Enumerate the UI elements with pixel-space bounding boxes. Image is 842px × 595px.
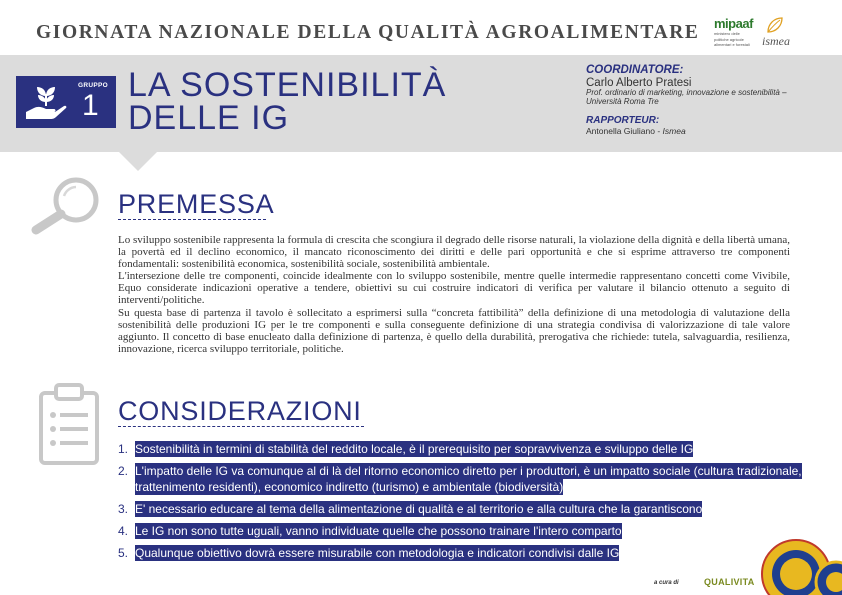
event-title: GIORNATA NAZIONALE DELLA QUALITÀ AGROALIMENTARE	[36, 22, 700, 43]
group-label: GRUPPO	[78, 82, 108, 89]
page-title-line-1: LA SOSTENIBILITÀ	[128, 66, 447, 104]
group-number: 1	[82, 89, 99, 122]
group-badge	[16, 76, 116, 128]
list-item	[118, 523, 818, 539]
considerazioni-title: CONSIDERAZIONI	[118, 396, 362, 426]
premessa-underline	[118, 219, 266, 220]
list-item	[118, 441, 818, 457]
premessa-paragraph-3: Su questa base di partenza il tavolo è sollecitato a esprimersi sulla “concreta fattibilità” della definizione di una metodologia di valutazione della sostenibilità delle produzioni IG per le tre componenti e sulla conseguente definizione di una strategia condivisa di valorizzazione di tale valore aggiunto. Il concetto di base enucleato dalla definizione di partenza, è quello della durabilità, prerogativa che richiede: tutela, salvaguardia, resilienza, innovazione, ricerca sviluppo territoriale, politiche.	[118, 306, 790, 355]
ismea-leaf-icon	[764, 16, 786, 34]
hand-plant-icon	[24, 82, 68, 122]
mipaaf-logo-subline-1: ministero delle	[714, 31, 740, 36]
premessa-title: PREMESSA	[118, 189, 275, 219]
coordinator-role-line-2: Università Roma Tre	[586, 96, 659, 106]
dop-igp-seal-icon	[752, 512, 842, 595]
list-item-number: 3.	[118, 502, 129, 516]
rapporteur-name	[586, 126, 836, 136]
page-title-line-2: DELLE IG	[128, 99, 290, 137]
list-item-text: Sostenibilità in termini di stabilità del reddito locale, è il prerequisito per sopravvivenza e sviluppo delle IG	[135, 442, 694, 456]
premessa-paragraph-2: L'intersezione delle tre componenti, coincide idealmente con lo sviluppo sostenibile, mentre quelle intermedie rappresentano concetti come Vivibile, Equo considerate indicazioni operative a tendere, obiettivi su cui costruire indicatori di verifica per valutare il bilancio ottenuto a seguito di interventi/politiche.	[118, 270, 790, 307]
magnifier-icon	[26, 174, 108, 236]
list-item	[118, 463, 818, 495]
list-item-text: E' necessario educare al tema della alimentazione di qualità e al territorio e alla cultura che la garantiscono	[135, 502, 703, 516]
coordinator-name: Carlo Alberto Pratesi	[586, 77, 692, 89]
list-item-number: 5.	[118, 546, 129, 560]
premessa-body	[118, 234, 790, 355]
rapporteur-org: Ismea	[662, 126, 686, 136]
list-item-number: 2.	[118, 464, 129, 478]
coordinator-label: COORDINATORE:	[586, 64, 684, 76]
qualivita-logo: QUALIVITA	[704, 577, 755, 587]
rapporteur-person: Antonella Giuliano -	[586, 126, 663, 136]
mipaaf-logo-text: mipaaf	[714, 16, 753, 31]
list-item-number: 4.	[118, 524, 129, 538]
ismea-logo-text: ismea	[762, 34, 790, 48]
coordinator-block	[586, 64, 836, 136]
list-item	[118, 545, 818, 561]
ismea-logo	[762, 16, 810, 50]
list-item-number: 1.	[118, 442, 129, 456]
considerazioni-list	[118, 441, 818, 567]
mipaaf-logo-subline-2: politiche agricole	[714, 36, 744, 42]
clipboard-icon	[38, 383, 100, 465]
list-item-text: L'impatto delle IG va comunque al di là del ritorno economico diretto per i produttori, è un impatto sociale (cultura tradizionale, trattenimento residenti), economico indiretto (turismo) e ambientale (biodiversità)	[135, 464, 802, 494]
coordinator-role-line-1: Prof. ordinario di marketing, innovazione e sostenibilità –	[586, 88, 787, 97]
footer-credit-label: a cura di	[654, 580, 679, 586]
list-item-text: Le IG non sono tutte uguali, vanno individuate quelle che possono trainare l'intero comparto	[135, 524, 622, 538]
mipaaf-logo	[714, 16, 758, 50]
mipaaf-logo-subline-3: alimentari e forestali	[714, 42, 750, 47]
page-title	[128, 66, 568, 137]
premessa-paragraph-1: Lo sviluppo sostenibile rappresenta la formula di crescita che scongiura il degrado delle risorse naturali, la violazione della dignità e della libertà umana, la povertà ed il declino economico, il mancato riconoscimento dei diritti e delle pari opportunità e che si esprime attraverso tre componenti fondamentali: sostenibilità economica, sostenibilità sociale, sostenibilità ambientale.	[118, 234, 790, 271]
considerazioni-underline	[118, 426, 364, 427]
rapporteur-label: RAPPORTEUR:	[586, 115, 660, 126]
title-band-notch	[118, 151, 158, 171]
list-item	[118, 501, 818, 517]
list-item-text: Qualunque obiettivo dovrà essere misurabile con metodologia e indicatori condivisi dalle IG	[135, 546, 620, 560]
